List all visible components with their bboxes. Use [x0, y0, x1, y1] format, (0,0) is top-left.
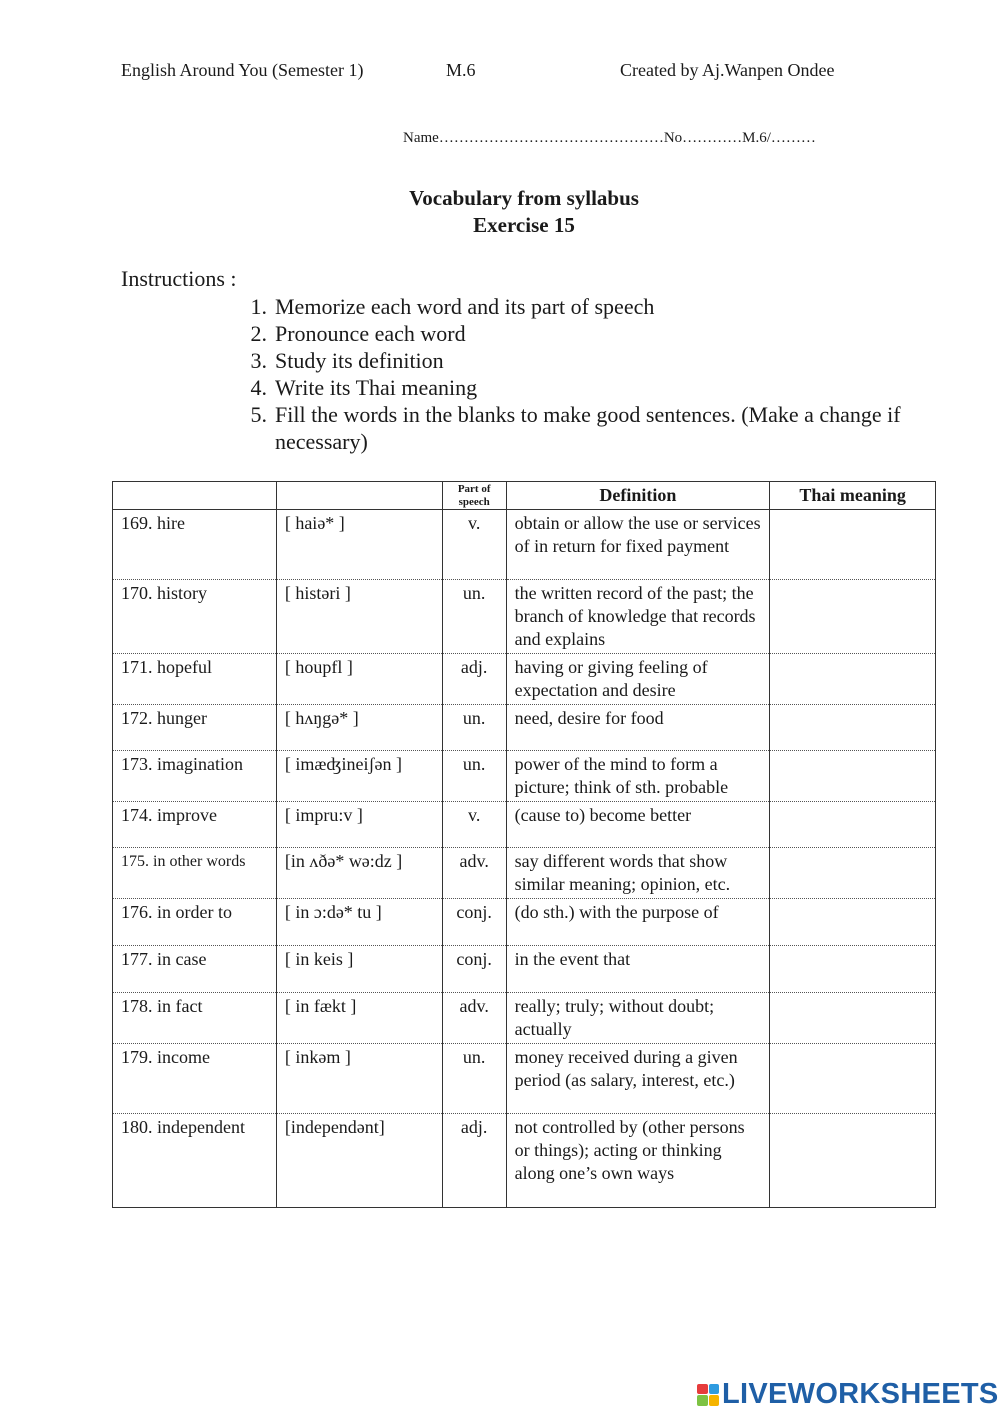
vocab-word: 174. improve [113, 802, 277, 848]
header-pronunciation [276, 482, 442, 510]
header-word [113, 482, 277, 510]
table-row [113, 993, 936, 1044]
logo-text: LIVEWORKSHEETS [722, 1378, 999, 1410]
vocab-thai-meaning[interactable] [770, 993, 936, 1044]
header-level: M.6 [446, 60, 476, 80]
instruction-step [230, 374, 930, 401]
vocab-word: 171. hopeful [113, 654, 277, 705]
liveworksheets-logo-icon [697, 1384, 719, 1406]
vocab-pronunciation: [ houpfl ] [276, 654, 442, 705]
vocab-thai-meaning[interactable] [770, 510, 936, 580]
vocab-part-of-speech: adj. [442, 1114, 506, 1208]
vocab-definition: in the event that [506, 946, 770, 993]
vocab-thai-meaning[interactable] [770, 751, 936, 802]
instruction-step [230, 320, 930, 347]
table-row [113, 705, 936, 751]
instructions-heading: Instructions : [121, 266, 237, 291]
table-row [113, 848, 936, 899]
vocab-thai-meaning[interactable] [770, 705, 936, 751]
vocabulary-table [112, 481, 936, 1208]
vocab-thai-meaning[interactable] [770, 580, 936, 654]
vocab-word: 178. in fact [113, 993, 277, 1044]
vocab-word: 179. income [113, 1044, 277, 1114]
vocab-definition: money received during a given period (as salary, interest, etc.) [506, 1044, 770, 1114]
vocab-pronunciation: [ in ɔ:də* tu ] [276, 899, 442, 946]
table-row [113, 580, 936, 654]
vocab-part-of-speech: un. [442, 751, 506, 802]
vocab-definition: the written record of the past; the branch of knowledge that records and explains [506, 580, 770, 654]
vocab-pronunciation: [ imæʤineiʃən ] [276, 751, 442, 802]
instructions-list [230, 293, 930, 455]
vocab-word: 175. in other words [113, 848, 277, 899]
table-row [113, 899, 936, 946]
instruction-step [230, 347, 930, 374]
vocab-thai-meaning[interactable] [770, 946, 936, 993]
vocab-part-of-speech: un. [442, 705, 506, 751]
vocab-part-of-speech: conj. [442, 946, 506, 993]
table-row [113, 751, 936, 802]
vocab-definition: really; truly; without doubt; actually [506, 993, 770, 1044]
vocab-word: 169. hire [113, 510, 277, 580]
vocab-part-of-speech: v. [442, 802, 506, 848]
vocab-thai-meaning[interactable] [770, 1044, 936, 1114]
vocab-thai-meaning[interactable] [770, 899, 936, 946]
instruction-step-text: Fill the words in the blanks to make good sentences. (Make a change if necessary) [275, 402, 901, 454]
table-row [113, 802, 936, 848]
vocab-definition: (cause to) become better [506, 802, 770, 848]
vocab-part-of-speech: adv. [442, 848, 506, 899]
header-author: Created by Aj.Wanpen Ondee [620, 60, 835, 80]
vocab-part-of-speech: v. [442, 510, 506, 580]
vocab-part-of-speech: conj. [442, 899, 506, 946]
instruction-step [230, 293, 930, 320]
page-title: Vocabulary from syllabus [409, 186, 639, 210]
table-row [113, 946, 936, 993]
liveworksheets-logo [697, 1378, 999, 1411]
vocab-definition: need, desire for food [506, 705, 770, 751]
instruction-step-number: 5. [250, 402, 267, 427]
vocab-pronunciation: [ hʌŋgə* ] [276, 705, 442, 751]
vocab-word: 172. hunger [113, 705, 277, 751]
vocab-pronunciation: [independənt] [276, 1114, 442, 1208]
table-row [113, 510, 936, 580]
vocab-definition: having or giving feeling of expectation and desire [506, 654, 770, 705]
instruction-step-number: 4. [250, 375, 267, 400]
vocab-pronunciation: [ in fækt ] [276, 993, 442, 1044]
instruction-step-text: Pronounce each word [275, 321, 466, 346]
vocab-part-of-speech: adj. [442, 654, 506, 705]
vocab-part-of-speech: un. [442, 580, 506, 654]
instruction-step [230, 401, 930, 455]
page-subtitle: Exercise 15 [473, 213, 575, 237]
vocab-word: 170. history [113, 580, 277, 654]
vocab-definition: say different words that show similar meaning; opinion, etc. [506, 848, 770, 899]
vocab-word: 177. in case [113, 946, 277, 993]
table-row [113, 1114, 936, 1208]
vocab-definition: power of the mind to form a picture; think of sth. probable [506, 751, 770, 802]
vocab-pronunciation: [in ʌðə* wə:dz ] [276, 848, 442, 899]
instruction-step-text: Memorize each word and its part of speech [275, 294, 655, 319]
vocab-part-of-speech: adv. [442, 993, 506, 1044]
vocab-definition: obtain or allow the use or services of in return for fixed payment [506, 510, 770, 580]
instruction-step-text: Study its definition [275, 348, 444, 373]
instruction-step-number: 2. [250, 321, 267, 346]
table-row [113, 1044, 936, 1114]
vocab-pronunciation: [ haiə* ] [276, 510, 442, 580]
header-thai-meaning: Thai meaning [770, 482, 936, 510]
instruction-step-number: 3. [250, 348, 267, 373]
vocab-word: 176. in order to [113, 899, 277, 946]
header-part-of-speech: Part of speech [442, 482, 506, 510]
vocab-word: 180. independent [113, 1114, 277, 1208]
table-header-row [113, 482, 936, 510]
vocab-thai-meaning[interactable] [770, 848, 936, 899]
name-line: Name………………………………………No…………M.6/……… [403, 130, 816, 146]
vocab-pronunciation: [ in keis ] [276, 946, 442, 993]
vocab-part-of-speech: un. [442, 1044, 506, 1114]
vocab-pronunciation: [ histəri ] [276, 580, 442, 654]
vocab-definition: (do sth.) with the purpose of [506, 899, 770, 946]
instruction-step-number: 1. [250, 294, 267, 319]
vocab-pronunciation: [ inkəm ] [276, 1044, 442, 1114]
vocab-thai-meaning[interactable] [770, 654, 936, 705]
instruction-step-text: Write its Thai meaning [275, 375, 478, 400]
header-course: English Around You (Semester 1) [121, 60, 364, 80]
header-definition: Definition [506, 482, 770, 510]
vocab-definition: not controlled by (other persons or things); acting or thinking along one’s own ways [506, 1114, 770, 1208]
vocab-word: 173. imagination [113, 751, 277, 802]
vocab-pronunciation: [ impru:v ] [276, 802, 442, 848]
vocab-thai-meaning[interactable] [770, 1114, 936, 1208]
vocab-thai-meaning[interactable] [770, 802, 936, 848]
table-row [113, 654, 936, 705]
